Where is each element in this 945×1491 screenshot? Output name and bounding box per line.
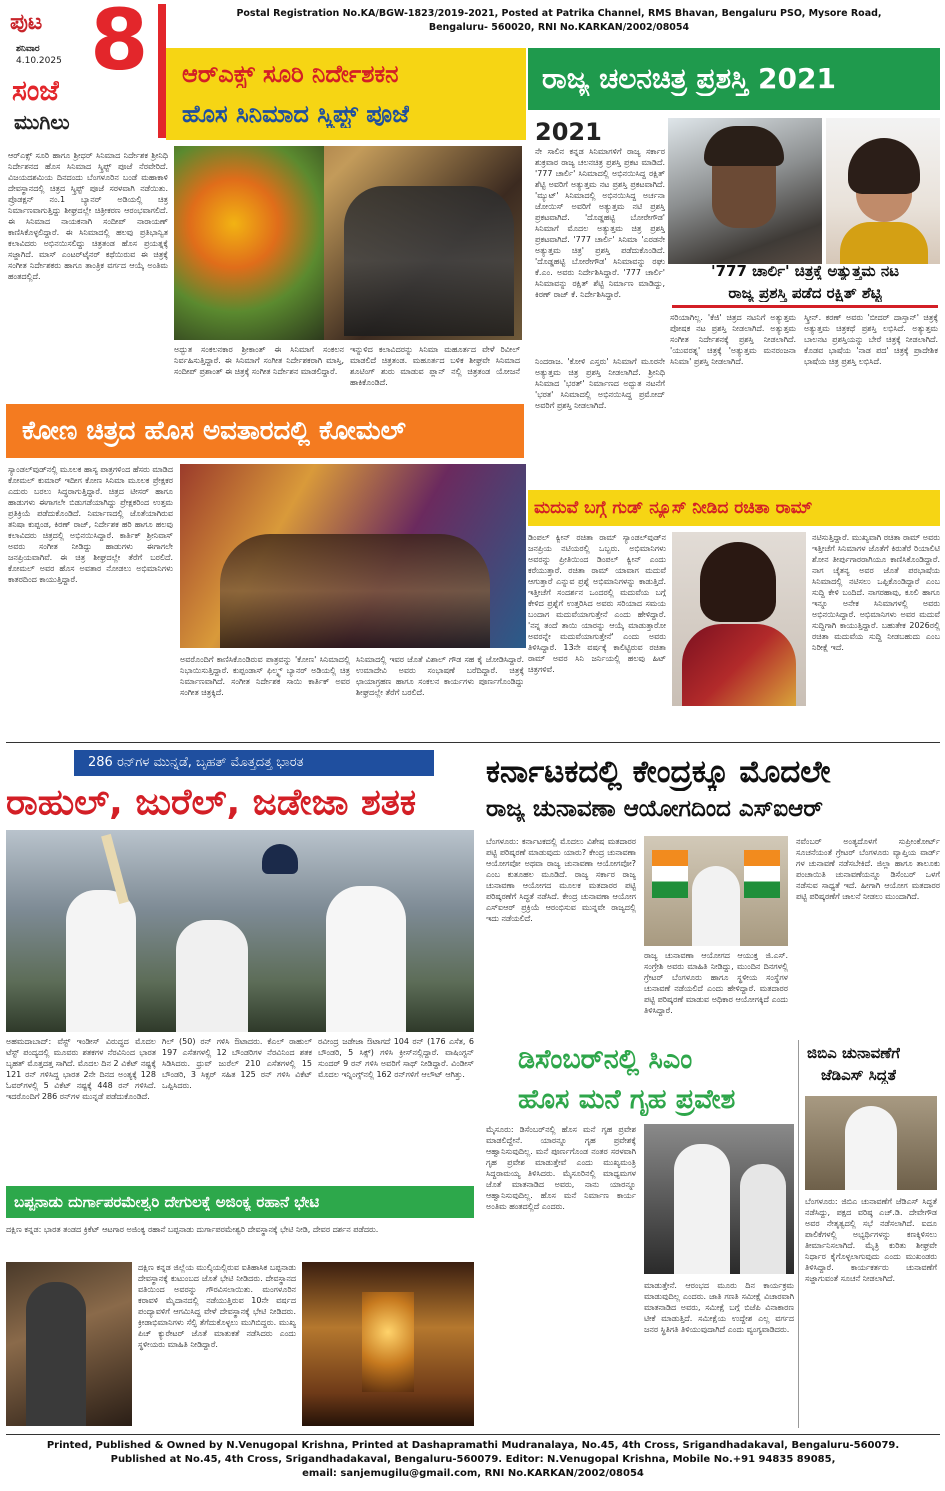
footer-line-2: Published at No.45, 4th Cross, Srigandhadakaval, Bengaluru-560079. Editor: N.Venugopal Krishna, Mobile No.+91 94835 89085, [110, 1454, 836, 1465]
cricket-col-1: ಅಹಮದಾಬಾದ್: ವೆಸ್ಟ್ ಇಂಡೀಸ್ ವಿರುದ್ಧದ ಮೊದಲ ಟೆಸ್ಟ್ ಪಂದ್ಯದಲ್ಲಿ ಮೂವರು ಶತಕಗಳ ನೆರವಿನಿಂದ ಭಾರತ ಬೃಹತ್ ಮೊತ್ತದತ್ತ ಸಾಗಿದೆ. ಮೊದಲ ದಿನ 2 ವಿಕೆಟ್ ನಷ್ಟಕ್ಕೆ 121 ರನ್ ಗಳಿಸಿದ್ದ ಭಾರತ 2ನೇ ದಿನದ ಅಂತ್ಯಕ್ಕೆ 128 ಓವರ್‌ಗಳಲ್ಲಿ 5 ವಿಕೆಟ್ ನಷ್ಟಕ್ಕೆ 448 ರನ್ ಗಳಿಸಿದೆ. ಇದರೊಂದಿಗೆ 286 ರನ್‌ಗಳ ಮುನ್ನಡೆ ಪಡೆದುಕೊಂಡಿದೆ. [6, 1037, 156, 1101]
rahane-figure-graphic [26, 1282, 86, 1426]
award-banner [528, 48, 940, 110]
cricket-col-2: ಗಿಲ್ (50) ರನ್ ಗಳಿಸಿ ಔಟಾದರು. ಕೆಎಲ್ ರಾಹುಲ್ 197 ಎಸೆತಗಳಲ್ಲಿ 12 ಬೌಂಡರಿಗಳ ನೆರವಿನಿಂದ ಶತಕ ಸಿಡಿಸಿದರು. ಧ್ರುವ್ ಜುರೆಲ್ 210 ಎಸೆತಗಳಲ್ಲಿ 15 ಬೌಂಡರಿ, 3 ಸಿಕ್ಸರ್ ಸಹಿತ 125 ರನ್ ಗಳಿಸಿ ವಿಕೆಟ್ ಒಪ್ಪಿಸಿದರು. [162, 1037, 312, 1090]
cm-headline-2: ಹೊಸ ಮನೆ ಗೃಹ ಪ್ರವೇಶ [518, 1084, 736, 1115]
section-divider [6, 742, 940, 743]
archana-hair-graphic [848, 138, 920, 194]
rahane-body-mid: ದಕ್ಷಿಣ ಕನ್ನಡ ಜಿಲ್ಲೆಯ ಮುಲ್ಕಿಯಲ್ಲಿರುವ ಐತಿಹಾಸಿಕ ಬಪ್ಪನಾಡು ದೇವಸ್ಥಾನಕ್ಕೆ ಕುಟುಂಬದ ಜೊತೆ ಭೇಟಿ ನೀಡಿದರು. ದೇವಸ್ಥಾನದ ವತಿಯಿಂದ ಅವರನ್ನು ಗೌರವಿಸಲಾಯಿತು. ಮಂಗಳೂರಿನ ಕರಾವಳಿ ಮೈದಾನದಲ್ಲಿ ನಡೆಯುತ್ತಿರುವ 10ನೇ ವರ್ಷದ ಪಂದ್ಯಾವಳಿಗೆ ಆಗಮಿಸಿದ್ದ ವೇಳೆ ದೇವಸ್ಥಾನಕ್ಕೆ ಭೇಟಿ ನೀಡಿದರು. ಕ್ರೀಡಾಭಿಮಾನಿಗಳು ಸೆಲ್ಫಿ ತೆಗೆದುಕೊಳ್ಳಲು ಮುಗಿಬಿದ್ದರು. ಮುಖ್ಯ ಪಿಚ್ ಕ್ಯುರೇಟರ್ ಜೊತೆ ಮಾತುಕತೆ ನಡೆಸಿದರು ಎಂದು ಸ್ಥಳೀಯರು ಮಾಹಿತಿ ನೀಡಿದ್ದಾರೆ. [138, 1263, 296, 1349]
official-figure-graphic [692, 866, 740, 946]
cm-headline-1: ಡಿಸೆಂಬರ್‌ನಲ್ಲಿ ಸಿಎಂ [518, 1044, 693, 1075]
footer-line-1: Printed, Published & Owned by N.Venugopal Krishna, Printed at Dashapramathi Mudranalaya, No.45, 4th Cross, Srigandhadakaval, Bengaluru-560079. [46, 1440, 900, 1451]
flag-right-graphic [744, 850, 780, 898]
komal-banner [6, 404, 524, 458]
postal-line-2: Bengaluru- 560020, RNI No.KARKAN/2002/08054 [428, 22, 690, 33]
rachita-banner [528, 490, 940, 526]
jds-headline-2: ಜೆಡಿಎಸ್ ಸಿದ್ಧತೆ [821, 1066, 897, 1084]
rahane-banner [6, 1186, 474, 1218]
rachita-headline: ಮದುವೆ ಬಗ್ಗೆ ಗುಡ್ ನ್ಯೂಸ್ ನೀಡಿದ ರಚಿತಾ ರಾಮ್ [534, 498, 813, 518]
rachita-saree-graphic [682, 624, 796, 706]
rx-soori-story [166, 48, 526, 140]
helmet-icon [262, 844, 298, 874]
rahane-headline: ಬಪ್ಪನಾಡು ದುರ್ಗಾಪರಮೇಶ್ವರಿ ದೇಗುಲಕ್ಕೆ ಅಜಿಂಕ್ಯ ರಹಾನೆ ಭೇಟಿ [14, 1193, 320, 1211]
cricket-col-3: ರವೀಂದ್ರ ಜಡೇಜಾ ಔಟಾಗದೆ 104 ರನ್ (176 ಎಸೆತ, 6 ಬೌಂಡರಿ, 5 ಸಿಕ್ಸ್) ಗಳಿಸಿ ಕ್ರೀಸ್‌ನಲ್ಲಿದ್ದಾರೆ. ವಾಷಿಂಗ್ಟನ್ ಸುಂದರ್ 9 ರನ್ ಗಳಿಸಿ ಅವರಿಗೆ ಸಾಥ್ ನೀಡಿದ್ದಾರೆ. ವಿಂಡೀಸ್ ಮೊದಲ ಇನ್ನಿಂಗ್ಸ್‌ನಲ್ಲಿ 162 ರನ್‌ಗಳಿಗೆ ಆಲೌಟ್ ಆಗಿತ್ತು. [318, 1037, 474, 1079]
rx-soori-headline-2: ಹೊಸ ಸಿನಿಮಾದ ಸ್ಕ್ರಿಪ್ಟ್ ಪೂಜೆ [182, 100, 410, 128]
cricket-kicker: 286 ರನ್‌ಗಳ ಮುನ್ನಡೆ, ಬೃಹತ್ ಮೊತ್ತದತ್ತ ಭಾರತ [88, 755, 304, 770]
rx-soori-body: ಆರ್‌ಎಕ್ಸ್ ಸೂರಿ ಹಾಗೂ ಶ್ರೀಧರ್ ಸಿನಿಮಾದ ನಿರ್ದೇಶಕ ಶ್ರೀನಿಧಿ ನಿರ್ದೇಶನದ ಹೊಸ ಸಿನಿಮಾದ ಸ್ಕ್ರಿಪ್ಟ್ ಪೂಜೆ ನೆರವೇರಿದೆ. ವಿಜಯದಶಮಿಯ ದಿನದಂದು ಬೆಂಗಳೂರಿನ ಬಂಡೆ ಮಹಾಕಾಳಿ ದೇವಸ್ಥಾನದಲ್ಲಿ ಚಿತ್ರದ ಸ್ಕ್ರಿಪ್ಟ್ ಪೂಜೆ ಸರಳವಾಗಿ ನಡೆಯಿತು. ಪ್ರೊಡಕ್ಷನ್ ನಂ.1 ಬ್ಯಾನರ್ ಅಡಿಯಲ್ಲಿ ಚಿತ್ರ ನಿರ್ಮಾಣವಾಗುತ್ತಿದ್ದು ಶೀಘ್ರದಲ್ಲೇ ಚಿತ್ರೀಕರಣ ಆರಂಭವಾಗಲಿದೆ. ಈ ಸಿನಿಮಾದ ನಾಯಕನಾಗಿ ಸಂದೀಪ್ ನಾರಾಯಣ್ ಕಾಣಿಸಿಕೊಳ್ಳಲಿದ್ದಾರೆ. ಈ ಸಿನಿಮಾದಲ್ಲಿ ಹಲವು ಪ್ರತಿಭಾನ್ವಿತ ಕಲಾವಿದರು ಅಭಿನಯಿಸಲಿದ್ದು ಚಿತ್ರತಂಡ ಹೊಸ ಪ್ರಯತ್ನಕ್ಕೆ ಸಜ್ಜಾಗಿದೆ. ಮಾಸ್ ಎಂಟರ್‌ಟೈನರ್ ಕಥೆಯಿರುವ ಈ ಚಿತ್ರಕ್ಕೆ ಸಂಗೀತ ನಿರ್ದೇಶಕರು ಹಾಗೂ ತಾಂತ್ರಿಕ ವರ್ಗದ ಆಯ್ಕೆ ಅಂತಿಮ ಹಂತದಲ್ಲಿದೆ. [8, 151, 168, 281]
player-jurel-graphic [176, 920, 248, 1032]
temple-lamp-graphic [362, 1292, 414, 1392]
rachita-photo [672, 532, 806, 706]
cm-col-1: ಮೈಸೂರು: ಡಿಸೆಂಬರ್‌ನಲ್ಲಿ ಹೊಸ ಮನೆ ಗೃಹ ಪ್ರವೇಶ ಮಾಡಲಿದ್ದೇನೆ. ಯಾರನ್ನೂ ಗೃಹ ಪ್ರವೇಶಕ್ಕೆ ಆಹ್ವಾನಿಸುವುದಿಲ್ಲ. ಮನೆ ಪೂರ್ಣಗೊಂಡ ನಂತರ ಸರಳವಾಗಿ ಗೃಹ ಪ್ರವೇಶ ಮಾಡುತ್ತೇವೆ ಎಂದು ಮುಖ್ಯಮಂತ್ರಿ ಸಿದ್ದರಾಮಯ್ಯ ತಿಳಿಸಿದರು. ಮೈಸೂರಿನಲ್ಲಿ ಮಾಧ್ಯಮಗಳ ಜೊತೆ ಮಾತನಾಡಿದ ಅವರು, ನಾನು ಯಾರನ್ನೂ ಆಹ್ವಾನಿಸುವುದಿಲ್ಲ. ಹೊಸ ಮನೆ ನಿರ್ಮಾಣ ಕಾರ್ಯ ಅಂತಿಮ ಹಂತದಲ್ಲಿದೆ ಎಂದರು. [486, 1125, 636, 1211]
cricket-kicker-bar [74, 750, 434, 776]
cm-figure-graphic [674, 1144, 730, 1274]
rachita-body-left: ಡಿಂಪಲ್ ಕ್ವೀನ್ ರಚಿತಾ ರಾಮ್ ಸ್ಯಾಂಡಲ್‌ವುಡ್‌ನ ಜನಪ್ರಿಯ ನಟಿಯರಲ್ಲಿ ಒಬ್ಬರು. ಅಭಿಮಾನಿಗಳು ಅವರನ್ನು ಪ್ರೀತಿಯಿಂದ ಡಿಂಪಲ್ ಕ್ವೀನ್ ಎಂದು ಕರೆಯುತ್ತಾರೆ. ರಚಿತಾ ರಾಮ್ ಯಾವಾಗ ಮದುವೆ ಆಗುತ್ತಾರೆ ಎನ್ನುವ ಪ್ರಶ್ನೆ ಅಭಿಮಾನಿಗಳನ್ನು ಕಾಡುತ್ತಿದೆ. ಇತ್ತೀಚೆಗೆ ಸಂದರ್ಶನ ಒಂದರಲ್ಲಿ ಮದುವೆಯ ಬಗ್ಗೆ ಕೇಳಿದ ಪ್ರಶ್ನೆಗೆ ಉತ್ತರಿಸಿದ ಅವರು ಸರಿಯಾದ ಸಮಯ ಬಂದಾಗ ಮದುವೆಯಾಗುತ್ತೇನೆ ಎಂದು ಹೇಳಿದ್ದಾರೆ. 'ನನ್ನ ತಂದೆ ತಾಯಿ ಯಾರನ್ನು ಆಯ್ಕೆ ಮಾಡುತ್ತಾರೋ ಅವರನ್ನೇ ಮದುವೆಯಾಗುತ್ತೇನೆ' ಎಂದು ಅವರು ತಿಳಿಸಿದ್ದಾರೆ. 13ನೇ ವರ್ಷಕ್ಕೆ ಕಾಲಿಟ್ಟಿರುವ ರಚಿತಾ ರಾಮ್ ಅವರ ಸಿನಿ ಜರ್ನಿಯಲ್ಲಿ ಹಲವು ಹಿಟ್ ಚಿತ್ರಗಳಿವೆ. [528, 533, 666, 674]
sir-col-1: ಬೆಂಗಳೂರು: ಕರ್ನಾಟಕದಲ್ಲಿ ಮೊದಲು ವಿಶೇಷ ಮತದಾರರ ಪಟ್ಟಿ ಪರಿಷ್ಕರಣೆ ಮಾಡುವುದು ಯಾರು? ಕೇಂದ್ರ ಚುನಾವಣಾ ಆಯೋಗವೋ ಅಥವಾ ರಾಜ್ಯ ಚುನಾವಣಾ ಆಯೋಗವೋ? ಎಂಬ ಕುತೂಹಲ ಮೂಡಿದೆ. ರಾಜ್ಯ ಸರ್ಕಾರ ರಾಜ್ಯ ಚುನಾವಣಾ ಆಯೋಗದ ಮೂಲಕ ಮತದಾರರ ಪಟ್ಟಿ ಪರಿಷ್ಕರಣೆಗೆ ಸಿದ್ಧತೆ ನಡೆಸಿದೆ. ಕೇಂದ್ರ ಚುನಾವಣಾ ಆಯೋಗ ಎಸ್‌ಐಆರ್ ಪ್ರಕ್ರಿಯೆ ಆರಂಭಿಸುವ ಮುನ್ನವೇ ರಾಜ್ಯದಲ್ಲಿ ಇದು ನಡೆಯಲಿದೆ. [486, 837, 636, 923]
award-banner-text: ರಾಜ್ಯ ಚಲನಚಿತ್ರ ಪ್ರಶಸ್ತಿ 2021 [542, 62, 836, 95]
rakshit-hair-graphic [704, 126, 784, 166]
postal-line-1: Postal Registration No.KA/BGW-1823/2019-2021, Posted at Patrika Channel, RMS Bhavan, Bengaluru PSO, Mysore Road, [236, 8, 882, 19]
sir-photo [644, 836, 788, 946]
award-caption-1: '777 ಚಾರ್ಲಿ' ಚಿತ್ರಕ್ಕೆ ಅತ್ಯುತ್ತಮ ನಟ [711, 262, 899, 280]
sir-headline-2: ರಾಜ್ಯ ಚುನಾವಣಾ ಆಯೋಗದಿಂದ ಎಸ್‌ಐಆರ್ [486, 796, 823, 822]
paper-name-2: ಮುಗಿಲು [14, 110, 70, 134]
footer-line-3: email: sanjemugilu@gmail.com, RNI No.KARKAN/2002/08054 [302, 1468, 644, 1479]
jds-box [798, 1040, 940, 1428]
player-rahul-graphic [66, 890, 136, 1032]
jds-headline-1: ಜಿಬಿಎ ಚುನಾವಣೆಗೆ [807, 1044, 900, 1062]
rx-soori-headline-1: ಆರ್‌ಎಕ್ಸ್ ಸೂರಿ ನಿರ್ದೇಶಕನ [182, 60, 399, 88]
cm-photo [644, 1124, 794, 1274]
rx-soori-caption-mid: ಅದ್ಭುತ ಸಂಕಲನಕಾರ ಶ್ರೀಕಾಂತ್ ಈ ಸಿನಿಮಾಗೆ ಸಂಕಲನ ನಿರ್ವಹಿಸುತ್ತಿದ್ದಾರೆ. ಈ ಸಿನಿಮಾಗೆ ಸಂಗೀತ ನಿರ್ದೇಶಕರಾಗಿ ಮಾಸ್ತಿ, ಸಂದೀಪ್ ಪ್ರಶಾಂತ್ ಈ ಚಿತ್ರಕ್ಕೆ ಸಂಗೀತ ನಿರ್ದೇಶನ ಮಾಡಲಿದ್ದಾರೆ. [174, 345, 344, 376]
rahane-photo-left [6, 1262, 132, 1426]
komal-caption-mid: ಅವರೊಂದಿಗೆ ಕಾಣಿಸಿಕೊಂಡಿರುವ ಪಾತ್ರವನ್ನು 'ಕೋಣ' ಸಿನಿಮಾದಲ್ಲಿ ನಿಭಾಯಿಸುತ್ತಿದ್ದಾರೆ. ಕುಪ್ಪಂಡಾಸ್ ಫಿಲ್ಮ್ಸ್ ಬ್ಯಾನರ್ ಅಡಿಯಲ್ಲಿ ಚಿತ್ರ ನಿರ್ಮಾಣವಾಗಿದೆ. ಸಂಗೀತ ನಿರ್ದೇಶಕ ಸಾಯಿ ಕಾರ್ತಿಕ್ ಅವರ ಸಂಗೀತ ಚಿತ್ರಕ್ಕಿದೆ. [180, 655, 350, 697]
rahane-body-left: ದಕ್ಷಿಣ ಕನ್ನಡ: ಭಾರತ ತಂಡದ ಕ್ರಿಕೆಟ್ ಆಟಗಾರ ಅಜಿಂಕ್ಯ ರಹಾನೆ ಬಪ್ಪನಾಡು ದುರ್ಗಾಪರಮೇಶ್ವರಿ ದೇವಸ್ಥಾನಕ್ಕೆ ಭೇಟಿ ನೀಡಿ, ದೇವರ ದರ್ಶನ ಪಡೆದರು. [6, 1225, 379, 1234]
dancers-graphic [220, 534, 490, 648]
sir-headline-1: ಕರ್ನಾಟಕದಲ್ಲಿ ಕೇಂದ್ರಕ್ಕೂ ಮೊದಲೇ [486, 754, 831, 790]
day: ಶನಿವಾರ [16, 44, 40, 54]
komal-body: ಸ್ಯಾಂಡಲ್‌ವುಡ್‌ನಲ್ಲಿ ಮೂಲಕ ಹಾಸ್ಯ ಪಾತ್ರಗಳಿಂದ ಹೆಸರು ಮಾಡಿದ ಕೋಮಲ್ ಕುಮಾರ್ ಇದೀಗ ಕೋಣ ಸಿನಿಮಾ ಮೂಲಕ ಪ್ರೇಕ್ಷಕರ ಎದುರು ಬರಲು ಸಿದ್ಧರಾಗುತ್ತಿದ್ದಾರೆ. ಚಿತ್ರದ ಟೀಸರ್ ಹಾಗೂ ಹಾಡುಗಳು ಈಗಾಗಲೇ ಬಿಡುಗಡೆಯಾಗಿದ್ದು ಪ್ರೇಕ್ಷಕರಿಂದ ಉತ್ತಮ ಪ್ರತಿಕ್ರಿಯೆ ಪಡೆದುಕೊಂಡಿದೆ. ನಿರ್ಮಾಣದಲ್ಲಿ ಜೊತೆಯಾಗಿರುವ ತನಿಷಾ ಕುಪ್ಪಂಡ, ಕಿರಣ್ ರಾಜ್, ನಿರ್ದೇಶಕ ಹರಿ ಹಾಗೂ ಹಲವು ಕಲಾವಿದರು ಚಿತ್ರದಲ್ಲಿ ಅಭಿನಯಿಸಿದ್ದಾರೆ. ಕಾರ್ತಿಕ್ ಶ್ರೀನಿವಾಸ್ ಅವರು ಸಂಗೀತ ನೀಡಿದ್ದು ಹಾಡುಗಳು ಈಗಾಗಲೇ ಜನಪ್ರಿಯವಾಗಿವೆ. ಈ ಚಿತ್ರ ಶೀಘ್ರದಲ್ಲೇ ತೆರೆಗೆ ಬರಲಿದೆ. ಕೋಮಲ್ ಅವರ ಹೊಸ ಅವತಾರ ನೋಡಲು ಅಭಿಮಾನಿಗಳು ಕಾತರದಿಂದ ಕಾಯುತ್ತಿದ್ದಾರೆ. [8, 465, 173, 584]
rakshit-shetty-photo [668, 118, 822, 264]
deve-gowda-figure-graphic [845, 1106, 897, 1190]
award-col-3: ಸ್ಕ್ರೀನ್. ಕರಣ್ ಅವರು 'ಬೀದರ್ ದಾಸ್ತಾನ್' ಚಿತ್ರಕ್ಕೆ ಅತ್ಯುತ್ತಮ ಚಿತ್ರಕಥೆ ಪ್ರಶಸ್ತಿ ಲಭಿಸಿದೆ. ಅತ್ಯುತ್ತಮ ಬಾಲನಟ ಪ್ರಶಸ್ತಿಯನ್ನು ಬೇರೆ ಚಿತ್ರಕ್ಕೆ ನೀಡಲಾಗಿದೆ. ಕೊಡವ ಭಾಷೆಯ 'ನಾಡ ಪದ' ಚಿತ್ರಕ್ಕೆ ಪ್ರಾದೇಶಿಕ ಭಾಷೆಯ ಚಿತ್ರ ಪ್ರಶಸ್ತಿ ಲಭಿಸಿದೆ. [804, 313, 938, 366]
rachita-hair-graphic [700, 542, 776, 622]
award-caption-rule [672, 305, 938, 308]
red-corner [158, 4, 166, 138]
award-col-1b: ನಿಂದರಾಜ. 'ಕೋಳಿ ಎಸ್ತರು' ಸಿನಿಮಾಗೆ ಮೂರನೇ ಅತ್ಯುತ್ತಮ ಚಿತ್ರ ಪ್ರಶಸ್ತಿ ನೀಡಲಾಗಿದೆ. ಶ್ರೀನಿಧಿ ಸಿನಿಮಾದ 'ಭರತ್' ನಿರ್ಮಾಣದ ಅದ್ಭುತ ನಟನೆಗೆ 'ಭರತ' ಸಿನಿಮಾದಲ್ಲಿ ಅಭಿನಯಿಸಿದ್ದ ಪ್ರಮೋದ್ ಅವರಿಗೆ ಪ್ರಶಸ್ತಿ ನೀಡಲಾಗಿದೆ. [535, 357, 665, 410]
archana-jois-photo [826, 118, 940, 264]
page-label: ಪುಟ [10, 10, 43, 35]
rx-soori-caption-right: ಇನ್ನುಳಿದ ಕಲಾವಿದರನ್ನು ಸಿನಿಮಾ ಮಹೂರ್ತದ ವೇಳೆ ರಿವೀಲ್ ಮಾಡಲಿದೆ ಚಿತ್ರತಂಡ. ಮಹೂರ್ತದ ಬಳಿಕ ಶೀಘ್ರವೇ ಸಿನಿಮಾದ ಶೂಟಿಂಗ್ ಶುರು ಮಾಡುವ ಪ್ಲಾನ್ ನಲ್ಲಿ ಚಿತ್ರತಂಡ ಯೋಜನೆ ಹಾಕಿಕೊಂಡಿದೆ. [350, 345, 520, 387]
deve-gowda-photo [805, 1096, 937, 1190]
cm-col-2: ಮಾಡುತ್ತೇನೆ. ಆರಂಭದ ಮೂರು ದಿನ ಕಾರ್ಯಕ್ರಮ ಮಾಡುವುದಿಲ್ಲ ಎಂದರು. ಜಾತಿ ಗಣತಿ ಸಮೀಕ್ಷೆ ವಿಚಾರವಾಗಿ ಮಾತನಾಡಿದ ಅವರು, ಸಮೀಕ್ಷೆ ಬಗ್ಗೆ ಬಿಜೆಪಿ ವಿನಾಕಾರಣ ಟೀಕೆ ಮಾಡುತ್ತಿದೆ. ಸಮೀಕ್ಷೆಯ ಉದ್ದೇಶ ಎಲ್ಲ ವರ್ಗದ ಜನರ ಸ್ಥಿತಿಗತಿ ತಿಳಿಯುವುದಾಗಿದೆ ಎಂದು ವ್ಯಂಗ್ಯವಾಡಿದರು. [644, 1281, 794, 1334]
masthead-red-block [4, 0, 164, 136]
archana-dress-graphic [840, 222, 928, 264]
cricket-headline: ರಾಹುಲ್, ಜುರೆಲ್, ಜಡೇಜಾ ಶತಕ [6, 782, 417, 823]
award-year-dropcap: 2021 [535, 118, 602, 146]
flower-garland-graphic [174, 146, 324, 340]
paper-name-1: ಸಂಜೆ [12, 74, 60, 107]
sir-col-3: ನವೆಂಬರ್ ಅಂತ್ಯದೊಳಗೆ ಸುಪ್ರೀಂಕೋರ್ಟ್ ಸೂಚನೆಯಂತೆ ಗ್ರೇಟರ್ ಬೆಂಗಳೂರು ವ್ಯಾಪ್ತಿಯ ವಾರ್ಡ್ ಗಳ ಚುನಾವಣೆ ನಡೆಸಬೇಕಿದೆ. ಜಿಲ್ಲಾ ಹಾಗೂ ತಾಲೂಕು ಪಂಚಾಯಿತಿ ಚುನಾವಣೆಯನ್ನೂ ಡಿಸೆಂಬರ್ ಒಳಗೆ ನಡೆಸುವ ಸಾಧ್ಯತೆ ಇದೆ. ಹೀಗಾಗಿ ಆಯೋಗ ಮತದಾರರ ಪಟ್ಟಿ ಪರಿಷ್ಕರಣೆಗೆ ಚಾಲನೆ ನೀಡಲು ಮುಂದಾಗಿದೆ. [796, 837, 940, 901]
page-number: 8 [90, 0, 149, 89]
award-caption-2: ರಾಜ್ಯ ಪ್ರಶಸ್ತಿ ಪಡೆದ ರಕ್ಷಿತ್ ಶೆಟ್ಟಿ [728, 284, 882, 302]
sir-col-2: ರಾಜ್ಯ ಚುನಾವಣಾ ಆಯೋಗದ ಆಯುಕ್ತ ಜಿ.ಎಸ್. ಸಂಗ್ರೇಶಿ ಅವರು ಮಾಹಿತಿ ನೀಡಿದ್ದು, ಮುಂದಿನ ದಿನಗಳಲ್ಲಿ ಗ್ರೇಟರ್ ಬೆಂಗಳೂರು ಹಾಗೂ ಸ್ಥಳೀಯ ಸಂಸ್ಥೆಗಳ ಚುನಾವಣೆ ನಡೆಯಲಿದೆ ಎಂದು ಹೇಳಿದ್ದಾರೆ. ಮತದಾರರ ಪಟ್ಟಿ ಪರಿಷ್ಕರಣೆ ಮಾಡುವ ಅಧಿಕಾರ ಆಯೋಗಕ್ಕಿದೆ ಎಂದು ತಿಳಿಸಿದ್ದಾರೆ. [644, 951, 788, 1015]
award-col-1: ನೇ ಸಾಲಿನ ಕನ್ನಡ ಸಿನಿಮಾಗಳಿಗೆ ರಾಜ್ಯ ಸರ್ಕಾರ ಶುಕ್ರವಾರ ರಾಜ್ಯ ಚಲನಚಿತ್ರ ಪ್ರಶಸ್ತಿ ಪ್ರಕಟ ಮಾಡಿದೆ. '777 ಚಾರ್ಲಿ' ಸಿನಿಮಾದಲ್ಲಿ ಅಭಿನಯಿಸಿದ್ದ ರಕ್ಷಿತ್ ಶೆಟ್ಟಿ ಅವರಿಗೆ ಅತ್ಯುತ್ತಮ ನಟ ಪ್ರಶಸ್ತಿ ಪ್ರಕಟವಾಗಿದೆ. 'ಮ್ಯುಟ್' ಸಿನಿಮಾದಲ್ಲಿ ಅಭಿನಯಿಸಿದ್ದ ಅರ್ಚನಾ ಜೋಯಿಸ್ ಅವರಿಗೆ ಅತ್ಯುತ್ತಮ ನಟಿ ಪ್ರಶಸ್ತಿ ಪ್ರಕಟವಾಗಿದೆ. 'ದೊಡ್ಡಹಟ್ಟಿ ಬೋರೇಗೌಡ' ಸಿನಿಮಾಗೆ ಮೊದಲ ಅತ್ಯುತ್ತಮ ಚಿತ್ರ ಪ್ರಶಸ್ತಿ ಪ್ರಕಟವಾಗಿದೆ. '777 ಚಾರ್ಲಿ' ಸಿನಿಮಾ 'ಎರಡನೇ ಅತ್ಯುತ್ತಮ ಚಿತ್ರ' ಪ್ರಶಸ್ತಿ ಪಡೆದುಕೊಂಡಿದೆ. 'ದೊಡ್ಡಹಟ್ಟಿ ಬೋರೇಗೌಡ' ಸಿನಿಮಾವನ್ನು ರಘು ಕೆ.ಎಂ. ಅವರು ನಿರ್ದೇಶಿಸಿದ್ದಾರೆ. '777 ಚಾರ್ಲಿ' ಸಿನಿಮಾವನ್ನು ರಕ್ಷಿತ್ ಶೆಟ್ಟಿ ನಿರ್ಮಾಣ ಮಾಡಿದ್ದು, ಕಿರಣ್ ರಾಜ್ ಕೆ. ನಿರ್ದೇಶಿಸಿದ್ದಾರೆ. [535, 147, 665, 299]
temple-photo [302, 1262, 474, 1426]
aide-figure-graphic [740, 1164, 786, 1274]
date: 4.10.2025 [16, 56, 62, 66]
award-col-2: ಸರಿಯಾಗಿಲ್ಲ. 'ಕೆಜಿ' ಚಿತ್ರದ ನಟನಿಗೆ ಅತ್ಯುತ್ತಮ ಪೋಷಕ ನಟ ಪ್ರಶಸ್ತಿ ನೀಡಲಾಗಿದೆ. ಅತ್ಯುತ್ತಮ ಸಂಗೀತ ನಿರ್ದೇಶನಕ್ಕೆ ಪ್ರಶಸ್ತಿ ನೀಡಲಾಗಿದೆ. 'ಯುವರತ್ನ' ಚಿತ್ರಕ್ಕೆ 'ಅತ್ಯುತ್ತಮ ಮನರಂಜನಾ ಸಿನಿಮಾ' ಪ್ರಶಸ್ತಿ ನೀಡಲಾಗಿದೆ. [670, 313, 796, 366]
rachita-body-right: ನಟಿಸುತ್ತಿದ್ದಾರೆ. ಮುಖ್ಯವಾಗಿ ರಚಿತಾ ರಾಮ್ ಅವರು ಇತ್ತೀಚೆಗೆ ಸಿನಿಮಾಗಳ ಜೊತೆಗೆ ಕಿರುತೆರೆ ರಿಯಾಲಿಟಿ ಶೋನ ತೀರ್ಪುಗಾರರಾಗಿಯೂ ಕಾಣಿಸಿಕೊಂಡಿದ್ದಾರೆ. ನಾಗ ಚೈತನ್ಯ ಅವರ ಜೊತೆ ಪರಭಾಷೆಯ ಸಿನಿಮಾದಲ್ಲಿ ನಟಿಸಲು ಒಪ್ಪಿಕೊಂಡಿದ್ದಾರೆ ಎಂಬ ಸುದ್ದಿ ಕೇಳಿ ಬಂದಿದೆ. ನಾಗರಹಾವು, ಕೂಲಿ ಹಾಗೂ ಇನ್ನೂ ಅನೇಕ ಸಿನಿಮಾಗಳಲ್ಲಿ ಅವರು ಅಭಿನಯಿಸಿದ್ದಾರೆ. ಅಭಿಮಾನಿಗಳು ಅವರ ಮದುವೆ ಸುದ್ದಿಗಾಗಿ ಕಾಯುತ್ತಿದ್ದಾರೆ. ಬಹುತೇಕ 2026ರಲ್ಲಿ ರಚಿತಾ ಮದುವೆಯ ಸುದ್ದಿ ನೀಡಬಹುದು ಎಂಬ ನಿರೀಕ್ಷೆ ಇದೆ. [812, 533, 940, 652]
footer-rule [6, 1434, 940, 1435]
jds-body: ಬೆಂಗಳೂರು: ಜಿಬಿಎ ಚುನಾವಣೆಗೆ ಜೆಡಿಎಸ್ ಸಿದ್ಧತೆ ನಡೆಸಿದ್ದು, ಪಕ್ಷದ ವರಿಷ್ಠ ಎಚ್.ಡಿ. ದೇವೇಗೌಡ ಅವರ ನೇತೃತ್ವದಲ್ಲಿ ಸಭೆ ನಡೆಸಲಾಗಿದೆ. ಐದೂ ಪಾಲಿಕೆಗಳಲ್ಲಿ ಅಭ್ಯರ್ಥಿಗಳನ್ನು ಕಣಕ್ಕಿಳಿಸಲು ತೀರ್ಮಾನಿಸಲಾಗಿದೆ. ಮೈತ್ರಿ ಕುರಿತು ಶೀಘ್ರವೇ ನಿರ್ಧಾರ ಕೈಗೊಳ್ಳಲಾಗುವುದು ಎಂದು ಮುಖಂಡರು ತಿಳಿಸಿದ್ದಾರೆ. ಕಾರ್ಯಕರ್ತರು ಚುನಾವಣೆಗೆ ಸಜ್ಜಾಗುವಂತೆ ಸೂಚನೆ ನೀಡಲಾಗಿದೆ. [805, 1197, 937, 1283]
rx-soori-photo [174, 146, 522, 340]
flag-left-graphic [652, 850, 688, 898]
komal-caption-right: ಸಿನಿಮಾದಲ್ಲಿ ಇವರ ಜೊತೆ ವಿಶಾಲ್ ಗೌಡ ಸಹ ಕೈ ಜೋಡಿಸಿದ್ದಾರೆ. ಉಮಾದೇವಿ ಅವರು ಸಂಭಾಷಣೆ ಬರೆದಿದ್ದಾರೆ. ಚಿತ್ರಕ್ಕೆ ಛಾಯಾಗ್ರಹಣ ಹಾಗೂ ಸಂಕಲನ ಕಾರ್ಯಗಳು ಪೂರ್ಣಗೊಂಡಿದ್ದು ಶೀಘ್ರದಲ್ಲೇ ತೆರೆಗೆ ಬರಲಿದೆ. [356, 655, 524, 697]
komal-headline: ಕೋಣ ಚಿತ್ರದ ಹೊಸ ಅವತಾರದಲ್ಲಿ ಕೋಮಲ್ [22, 416, 406, 446]
player-jadeja-graphic [326, 886, 406, 1032]
komal-photo [180, 464, 526, 648]
people-group-graphic [344, 186, 514, 336]
cricket-photo [6, 830, 474, 1032]
